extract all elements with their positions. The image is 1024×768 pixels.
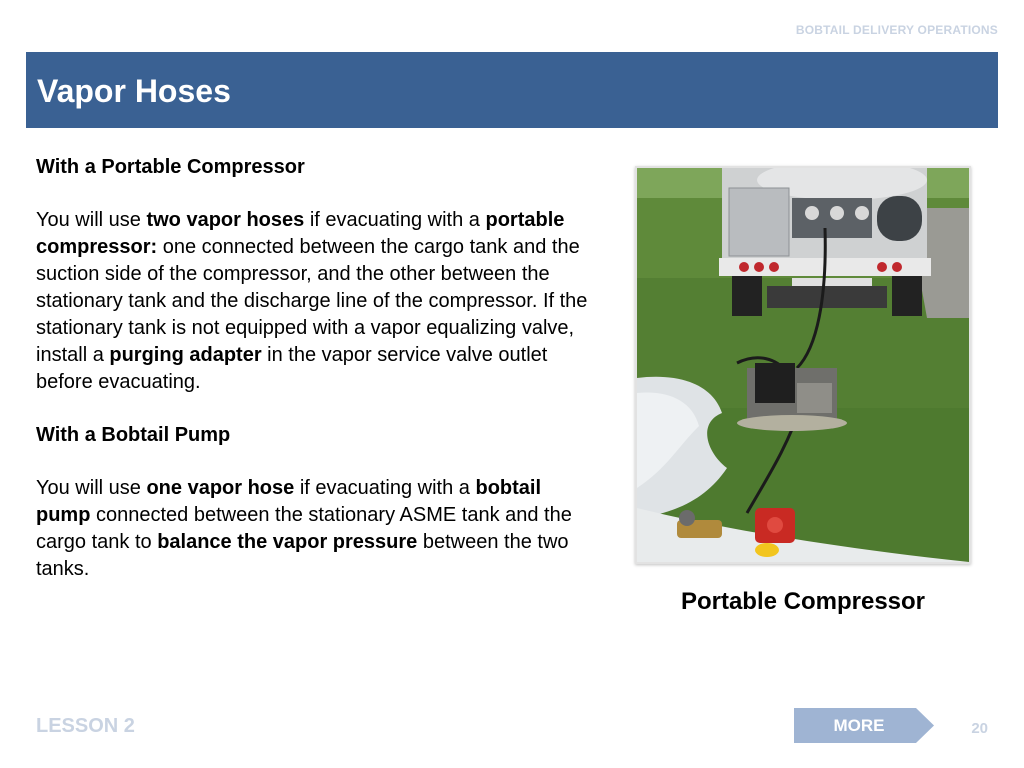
figure-caption: Portable Compressor bbox=[680, 588, 926, 615]
bobtail-paragraph: You will use one vapor hose if evacuating with a bobtail pump connected between the stationary ASME tank and the cargo tank to balance the vapor pressure between the two tanks. bbox=[36, 477, 572, 580]
portable-paragraph: You will use two vapor hoses if evacuating with a portable compressor: one connected between the cargo tank and the suction side of the compressor, and the other between the stationary tank and the discharge line of the compressor. If the stationary tank is not equipped with a vapor equalizing valve, install a purging adapter in the vapor service valve outlet before evacuating. bbox=[36, 209, 588, 393]
lesson-label: LESSON 2 bbox=[36, 715, 135, 737]
page-number: 20 bbox=[971, 720, 988, 737]
more-button[interactable] bbox=[794, 708, 934, 743]
bobtail-heading: With a Bobtail Pump bbox=[36, 424, 231, 446]
page-title: Vapor Hoses bbox=[37, 73, 231, 109]
compressor-photo bbox=[635, 166, 971, 564]
title-bar bbox=[26, 52, 998, 128]
section-label: BOBTAIL DELIVERY OPERATIONS bbox=[795, 23, 998, 37]
more-button-label: MORE bbox=[833, 716, 885, 735]
portable-heading: With a Portable Compressor bbox=[36, 156, 305, 178]
body-text bbox=[36, 154, 596, 609]
